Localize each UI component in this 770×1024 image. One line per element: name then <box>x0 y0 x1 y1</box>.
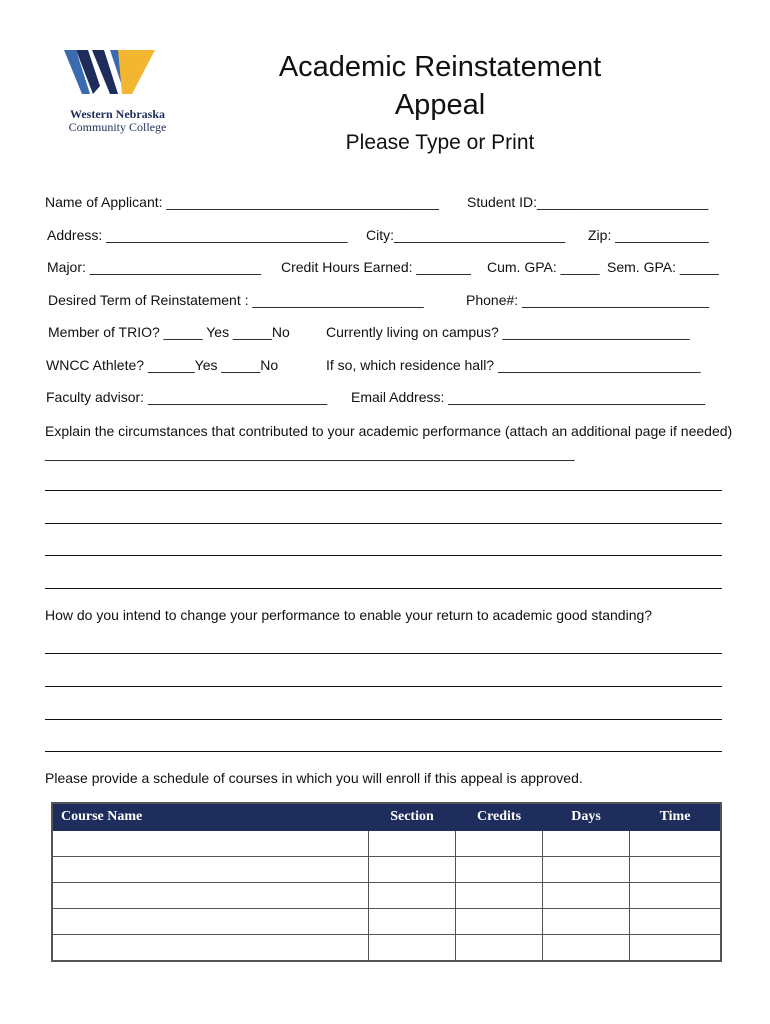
days-cell[interactable] <box>543 831 630 857</box>
credits-cell[interactable] <box>456 935 543 962</box>
student-id-field[interactable]: Student ID:______________________ <box>467 194 709 210</box>
course-schedule-table <box>51 802 722 962</box>
time-cell[interactable] <box>630 935 722 962</box>
days-cell[interactable] <box>543 909 630 935</box>
zip-field[interactable]: Zip: ____________ <box>588 227 709 243</box>
answer-line[interactable] <box>45 653 722 654</box>
credits-cell[interactable] <box>456 883 543 909</box>
table-row <box>52 831 721 857</box>
table-row <box>52 935 721 962</box>
cum-gpa-field[interactable]: Cum. GPA: _____ <box>487 259 600 275</box>
change-question: How do you intend to change your performance to enable your return to academic good standing? <box>45 607 653 623</box>
email-field[interactable]: Email Address: _________________________________ <box>351 389 706 405</box>
trio-member-field[interactable]: Member of TRIO? _____ Yes _____No <box>48 324 290 340</box>
column-header-days: Days <box>543 803 630 831</box>
table-header-row <box>52 803 721 831</box>
answer-line[interactable] <box>45 686 722 687</box>
sem-gpa-field[interactable]: Sem. GPA: _____ <box>607 259 719 275</box>
days-cell[interactable] <box>543 935 630 962</box>
circumstances-question: Explain the circumstances that contributed to your academic performance (attach an additional page if needed) ____________________________________________________________________ <box>45 423 733 461</box>
page-subtitle: Please Type or Print <box>345 131 535 154</box>
answer-line[interactable] <box>45 523 722 524</box>
days-cell[interactable] <box>543 883 630 909</box>
faculty-advisor-field[interactable]: Faculty advisor: _______________________ <box>46 389 328 405</box>
column-header-section: Section <box>369 803 456 831</box>
answer-line[interactable] <box>45 719 722 720</box>
athlete-field[interactable]: WNCC Athlete? ______Yes _____No <box>46 357 279 373</box>
residence-hall-field[interactable]: If so, which residence hall? __________________________ <box>326 357 701 373</box>
course-name-cell[interactable] <box>52 909 369 935</box>
answer-line[interactable] <box>45 555 722 556</box>
living-on-campus-field[interactable]: Currently living on campus? ________________________ <box>326 324 690 340</box>
time-cell[interactable] <box>630 883 722 909</box>
desired-term-field[interactable]: Desired Term of Reinstatement : ______________________ <box>48 292 424 308</box>
column-header-credits: Credits <box>456 803 543 831</box>
course-name-cell[interactable] <box>52 883 369 909</box>
section-cell[interactable] <box>369 909 456 935</box>
table-row <box>52 883 721 909</box>
time-cell[interactable] <box>630 857 722 883</box>
column-header-course-name: Course Name <box>52 803 369 831</box>
applicant-name-field[interactable]: Name of Applicant: ___________________________________ <box>45 194 439 210</box>
section-cell[interactable] <box>369 883 456 909</box>
phone-field[interactable]: Phone#: ________________________ <box>466 292 709 308</box>
major-field[interactable]: Major: ______________________ <box>47 259 262 275</box>
wncc-logo <box>60 46 175 142</box>
credits-cell[interactable] <box>456 831 543 857</box>
course-name-cell[interactable] <box>52 831 369 857</box>
section-cell[interactable] <box>369 935 456 962</box>
answer-line[interactable] <box>45 490 722 491</box>
page-title: Academic Reinstatement Appeal <box>278 51 602 121</box>
credits-cell[interactable] <box>456 909 543 935</box>
course-name-cell[interactable] <box>52 935 369 962</box>
schedule-instruction: Please provide a schedule of courses in which you will enroll if this appeal is approved. <box>45 770 583 786</box>
answer-line[interactable] <box>45 588 722 589</box>
credit-hours-field[interactable]: Credit Hours Earned: _______ <box>281 259 471 275</box>
table-row <box>52 857 721 883</box>
credits-cell[interactable] <box>456 857 543 883</box>
section-cell[interactable] <box>369 831 456 857</box>
table-row <box>52 909 721 935</box>
time-cell[interactable] <box>630 909 722 935</box>
answer-line[interactable] <box>45 751 722 752</box>
wncc-w-logo-icon <box>62 46 157 102</box>
course-name-cell[interactable] <box>52 857 369 883</box>
days-cell[interactable] <box>543 857 630 883</box>
section-cell[interactable] <box>369 857 456 883</box>
logo-line2: Community College <box>68 120 167 134</box>
address-field[interactable]: Address: _______________________________ <box>47 227 348 243</box>
logo-line1: Western Nebraska <box>70 107 165 121</box>
column-header-time: Time <box>630 803 722 831</box>
city-field[interactable]: City:______________________ <box>366 227 566 243</box>
time-cell[interactable] <box>630 831 722 857</box>
